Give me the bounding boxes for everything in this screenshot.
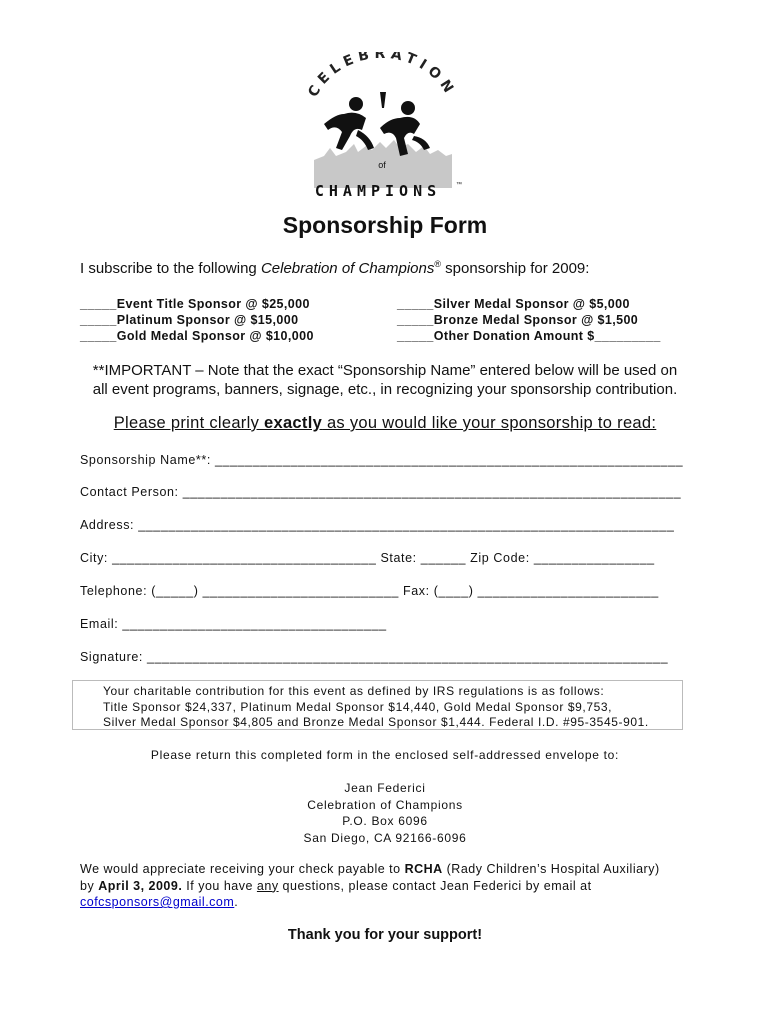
svg-text:™: ™ bbox=[456, 182, 462, 188]
mailing-address bbox=[0, 780, 770, 846]
contact-email-link[interactable]: cofcsponsors@gmail.com bbox=[80, 895, 235, 909]
payee-name: RCHA bbox=[404, 862, 443, 876]
address-line: P.O. Box 6096 bbox=[342, 814, 428, 828]
subscribe-statement bbox=[80, 259, 589, 277]
page-title: Sponsorship Form bbox=[282, 212, 488, 238]
subscribe-suffix: sponsorship for 2009: bbox=[441, 260, 590, 277]
email-field[interactable]: Email: ___________________________________ bbox=[80, 617, 387, 631]
payment-deadline: April 3, 2009. bbox=[98, 878, 183, 893]
irs-line: Your charitable contribution for this event as defined by IRS regulations is as follows: bbox=[103, 684, 605, 698]
tier-bronze[interactable]: _____Bronze Medal Sponsor @ $1,500 bbox=[397, 313, 639, 327]
important-line-1: **IMPORTANT – Note that the exact “Sponsorship Name” entered below will be used on bbox=[92, 362, 678, 379]
svg-text:CELEBRATION: CELEBRATION bbox=[305, 52, 459, 100]
sponsor-tiers-right bbox=[397, 296, 661, 344]
payment-text: by bbox=[80, 878, 99, 893]
address-line: Jean Federici bbox=[344, 781, 426, 795]
payment-text: questions, please contact Jean Federici by email at bbox=[278, 878, 592, 893]
irs-line: Silver Medal Sponsor $4,805 and Bronze Medal Sponsor $1,444. Federal I.D. #95-3545-901. bbox=[103, 715, 649, 729]
payment-instructions bbox=[80, 861, 700, 911]
payment-text: . bbox=[234, 895, 239, 909]
tier-silver[interactable]: _____Silver Medal Sponsor @ $5,000 bbox=[397, 297, 630, 311]
print-suffix: as you would like your sponsorship to read: bbox=[322, 414, 657, 432]
city-state-zip-field[interactable]: City: ___________________________________ State: ______ Zip Code: ________________ bbox=[80, 551, 655, 565]
address-field[interactable]: Address: _______________________________________________________________________ bbox=[80, 518, 675, 532]
important-note bbox=[60, 361, 710, 399]
payment-text: We would appreciate receiving your check payable to bbox=[80, 862, 405, 876]
payment-emphasis: any bbox=[256, 878, 279, 893]
svg-text:of: of bbox=[378, 160, 386, 170]
signature-field[interactable]: Signature: _____________________________________________________________________ bbox=[80, 650, 669, 664]
subscribe-prefix: I subscribe to the following bbox=[80, 260, 261, 277]
event-name: Celebration of Champions bbox=[260, 260, 435, 277]
contact-person-field[interactable]: Contact Person: __________________________________________________________________ bbox=[80, 485, 682, 499]
irs-contribution-box bbox=[72, 680, 683, 730]
address-line: Celebration of Champions bbox=[307, 797, 463, 812]
tier-gold[interactable]: _____Gold Medal Sponsor @ $10,000 bbox=[80, 329, 314, 343]
sponsorship-name-field[interactable]: Sponsorship Name**: ______________________________________________________________ bbox=[80, 453, 684, 467]
tier-other-donation[interactable]: _____Other Donation Amount $_________ bbox=[397, 329, 661, 343]
svg-text:CHAMPIONS: CHAMPIONS bbox=[314, 182, 442, 200]
payment-text: If you have bbox=[182, 878, 257, 893]
print-prefix: Please print clearly bbox=[113, 414, 264, 432]
thank-you-message: Thank you for your support! bbox=[287, 927, 483, 943]
registered-mark: ® bbox=[434, 259, 442, 269]
return-instruction: Please return this completed form in the enclosed self-addressed envelope to: bbox=[150, 748, 620, 762]
important-line-2: all event programs, banners, signage, etc., in recognizing your sponsorship contribution. bbox=[92, 381, 678, 398]
tier-event-title[interactable]: _____Event Title Sponsor @ $25,000 bbox=[80, 297, 310, 311]
tier-platinum[interactable]: _____Platinum Sponsor @ $15,000 bbox=[80, 313, 299, 327]
address-line: San Diego, CA 92166-6096 bbox=[303, 830, 467, 845]
celebration-of-champions-logo bbox=[296, 52, 468, 204]
payee-full-name: (Rady Children’s Hospital Auxiliary) bbox=[442, 862, 660, 876]
print-emphasis: exactly bbox=[264, 414, 323, 432]
irs-line: Title Sponsor $24,337, Platinum Medal Sponsor $14,440, Gold Medal Sponsor $9,753, bbox=[103, 699, 613, 714]
telephone-fax-field[interactable]: Telephone: (_____) __________________________ Fax: (____) ________________________ bbox=[80, 584, 659, 598]
print-instruction bbox=[0, 414, 770, 433]
sponsor-tiers-left bbox=[80, 296, 314, 344]
